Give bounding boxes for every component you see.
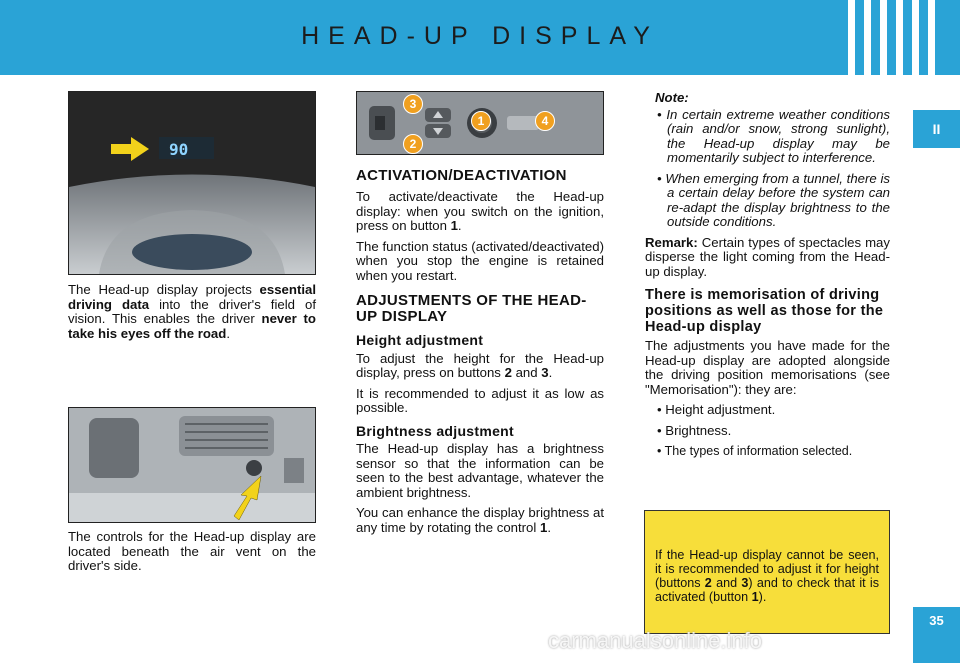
activation-heading: ACTIVATION/DEACTIVATION <box>356 167 567 184</box>
brightness-paragraph-1: The Head-up display has a brightness sensor so that the information can be seen to the best advantage, whatever the ambient brightness. <box>356 441 604 500</box>
page-title: HEAD-UP DISPLAY <box>301 22 659 50</box>
brightness-paragraph-2: You can enhance the display brightness at any time by rotating the control 1. <box>356 505 604 535</box>
memorisation-item: • Height adjustment. <box>657 402 776 417</box>
height-paragraph-2: It is recommended to adjust it as low as possible. <box>356 385 604 415</box>
header-bar <box>0 0 960 75</box>
controls-text-column <box>68 530 316 580</box>
header-stripes <box>830 0 960 75</box>
activation-paragraph-1: To activate/deactivate the Head-up display: when you switch on the ignition, press on button 1. <box>356 189 604 233</box>
note-item: • In certain extreme weather conditions (rain and/or snow, strong sunlight), the Head-up display may be momentarily subject to interference. <box>657 106 890 165</box>
notes-column <box>645 91 890 465</box>
controls-paragraph: The controls for the Head-up display are located beneath the air vent on the driver's side. <box>68 529 316 573</box>
activation-paragraph-2: The function status (activated/deactivated) when you stop the engine is retained when you restart. <box>356 238 604 283</box>
control-buttons-photo <box>356 91 604 155</box>
warning-note-box <box>644 510 890 634</box>
hud-windscreen-photo <box>68 91 316 275</box>
callout-1: 1 <box>471 111 491 131</box>
chapter-tab[interactable]: II <box>913 110 960 148</box>
memorisation-item: • The types of information selected. <box>657 444 853 458</box>
controls-location-photo <box>68 407 316 523</box>
memorisation-paragraph: The adjustments you have made for the Head-up display are adopted alongside the driving position memorisations (see "Memorisation"): they are: <box>645 338 890 397</box>
hud-photo-illustration <box>69 92 315 274</box>
page-number: 35 <box>913 607 960 663</box>
hud-speed-reading: 90 <box>169 140 189 159</box>
callout-3: 3 <box>403 94 423 114</box>
memorisation-item: • Brightness. <box>657 422 732 438</box>
activation-column <box>356 160 604 541</box>
height-paragraph-1: To adjust the height for the Head-up display, press on buttons 2 and 3. <box>356 350 604 380</box>
intro-text-column <box>68 283 316 347</box>
note-heading: Note: <box>655 90 689 105</box>
warning-note-text: If the Head-up display cannot be seen, it is recommended to adjust it for height (buttons 2 and 3) and to check that it is activated (button 1). <box>655 548 879 604</box>
remark-paragraph: Remark: Certain types of spectacles may disperse the light coming from the Head-up display. <box>645 234 890 279</box>
height-adjust-heading: Height adjustment <box>356 332 484 348</box>
adjustments-heading: ADJUSTMENTS OF THE HEAD-UP DISPLAY <box>356 292 587 325</box>
brightness-adjust-heading: Brightness adjustment <box>356 422 514 439</box>
controls-photo-illustration <box>69 408 315 522</box>
memorisation-heading: There is memorisation of driving positions as well as those for the Head-up display <box>645 287 884 335</box>
callout-2: 2 <box>403 134 423 154</box>
intro-paragraph: The Head-up display projects essential driving data into the driver's field of vision. This enables the driver never to take his eyes off the road. <box>68 282 316 341</box>
watermark-text: carmanualsonline.info <box>548 628 763 653</box>
note-item: • When emerging from a tunnel, there is a certain delay before the system can re-adapt the display brightness to the outside conditions. <box>657 170 890 229</box>
callout-4: 4 <box>535 111 555 131</box>
